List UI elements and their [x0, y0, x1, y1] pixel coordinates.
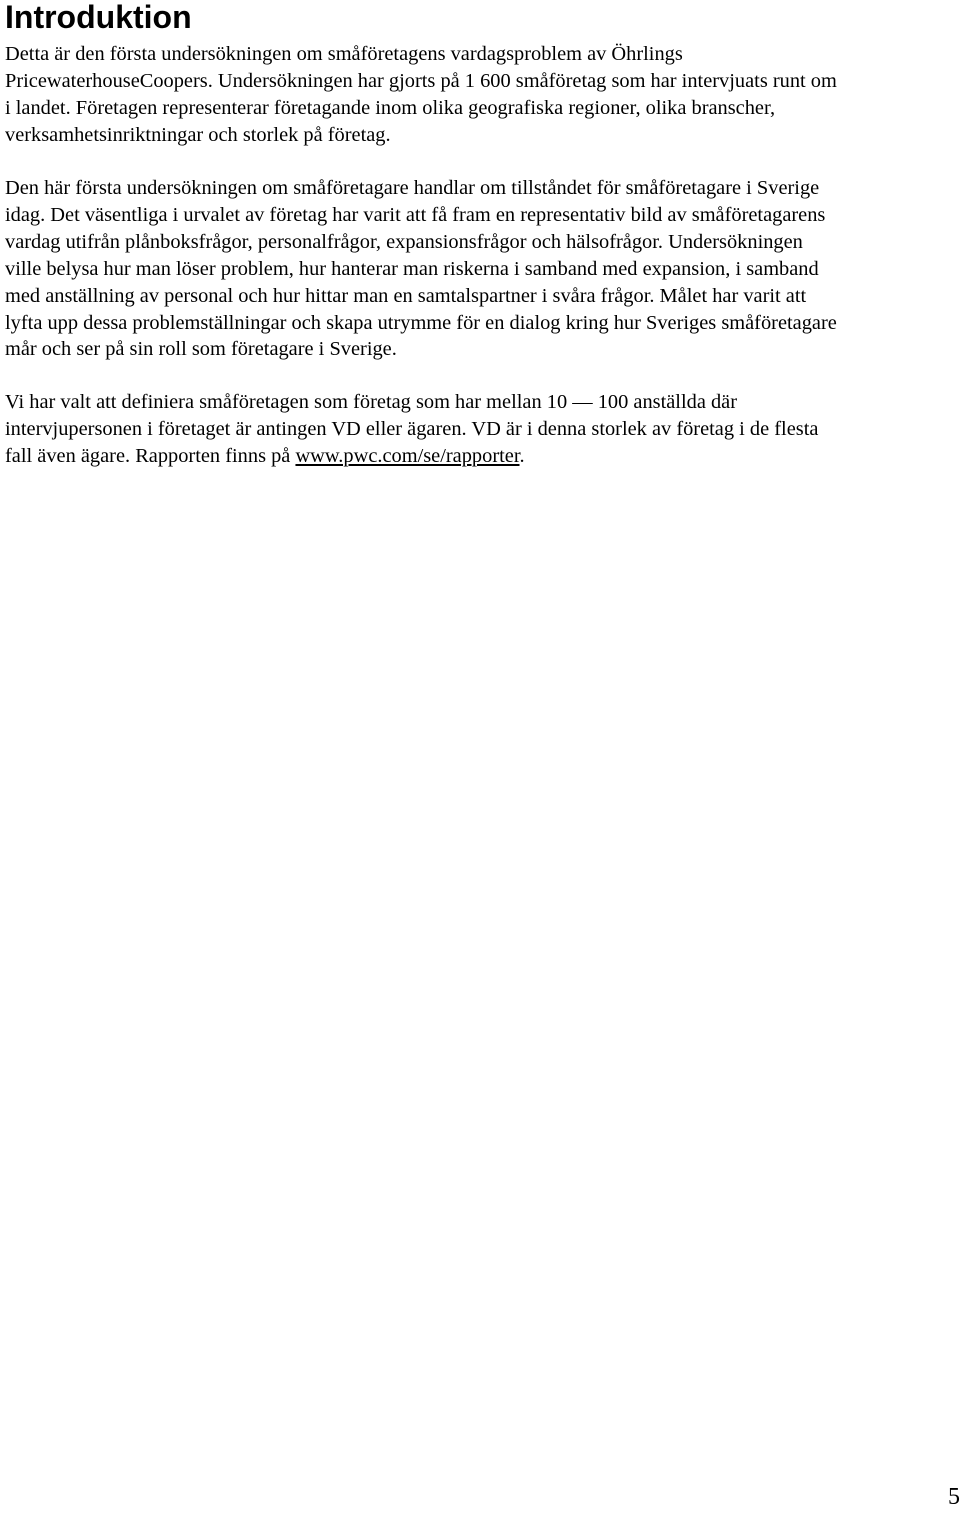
paragraph-definition: [5, 389, 960, 470]
text-line: i landet. Företagen representerar företagande inom olika geografiska regioner, olika branscher,: [5, 96, 776, 119]
text-fragment: .: [519, 444, 525, 467]
text-line: mår och ser på sin roll som företagare i Sverige.: [5, 338, 397, 361]
text-line: lyfta upp dessa problemställningar och skapa utrymme för en dialog kring hur Sveriges småföretagare: [5, 311, 837, 334]
page-number: 5: [948, 1484, 960, 1510]
text-line: verksamhetsinriktningar och storlek på företag.: [5, 123, 391, 146]
text-line: Den här första undersökningen om småföretagare handlar om tillståndet för småföretagare i Sverige: [5, 177, 820, 199]
report-link[interactable]: www.pwc.com/se/rapporter: [295, 444, 520, 467]
text-fragment: fall även ägare. Rapporten finns på: [5, 444, 296, 467]
text-line-with-link: [5, 443, 960, 470]
section-heading: Introduktion: [5, 0, 192, 35]
paragraph-purpose: [5, 175, 960, 363]
text-line: idag. Det väsentliga i urvalet av företag har varit att få fram en representativ bild av småföretagarens: [5, 203, 826, 226]
text-line: vardag utifrån plånboksfrågor, personalfrågor, expansionsfrågor och hälsofrågor. Undersökningen: [5, 230, 803, 253]
text-line: Vi har valt att definiera småföretagen som företag som har mellan 10 — 100 anställda där: [5, 391, 738, 413]
text-line: Detta är den första undersökningen om småföretagens vardagsproblem av Öhrlings: [5, 43, 683, 65]
text-line: ville belysa hur man löser problem, hur hanterar man riskerna i samband med expansion, i samband: [5, 257, 819, 280]
text-line: PricewaterhouseCoopers. Undersökningen har gjorts på 1 600 småföretag som har intervjuats runt om: [5, 69, 837, 92]
text-line: intervjupersonen i företaget är antingen VD eller ägaren. VD är i denna storlek av företag i de flesta: [5, 417, 819, 440]
paragraph-intro: [5, 41, 960, 149]
text-line: med anställning av personal och hur hittar man en samtalspartner i svåra frågor. Målet har varit att: [5, 284, 807, 307]
